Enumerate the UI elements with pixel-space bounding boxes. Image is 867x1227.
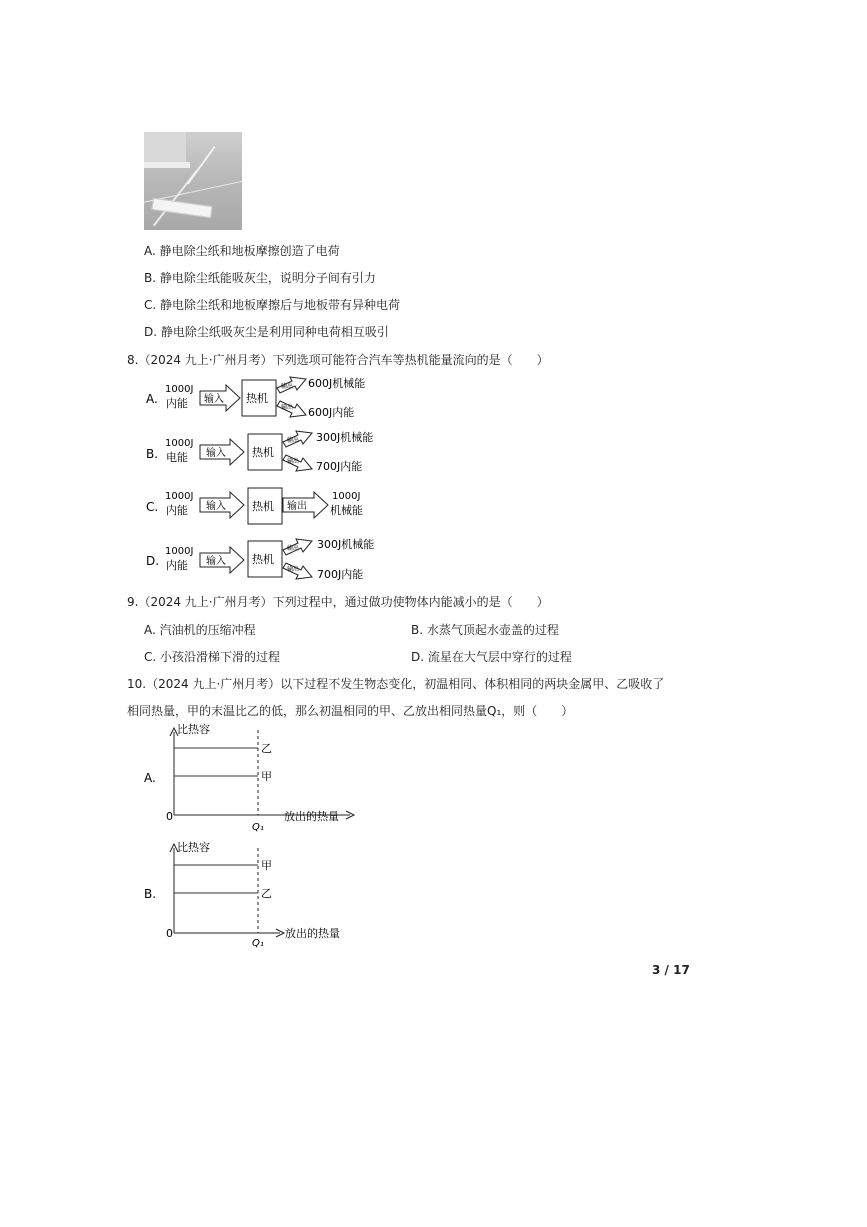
q9-option-a <box>144 621 256 638</box>
q9-option-d-text: 流星在大气层中穿行的过程 <box>427 650 572 664</box>
q8-b-source-type: 电能 <box>166 451 188 464</box>
q7-option-d <box>144 323 389 340</box>
q8-c-input-label: 输入 <box>206 501 226 512</box>
q7-option-c-text: 静电除尘纸和地板摩擦后与地板带有异种电荷 <box>160 298 401 312</box>
q10-chart-a-lower-label: 甲 <box>261 770 272 783</box>
q8-diagram-c <box>146 488 363 524</box>
q7-option-b-text: 静电除尘纸能吸灰尘，说明分子间有引力 <box>159 271 376 285</box>
q7-option-d-letter: D. <box>144 325 158 339</box>
q10-chart-a-origin: 0 <box>166 810 173 823</box>
q8-d-source-type: 内能 <box>166 559 188 572</box>
q8-a-engine-label: 热机 <box>246 392 268 405</box>
q7-option-a <box>144 242 340 259</box>
q10-chart-b-lower-label: 乙 <box>261 887 272 900</box>
q10-chart-a-q1-label: Q₁ <box>252 822 264 833</box>
q8-d-output-tag-2: 输出 <box>287 566 300 573</box>
q9-option-a-letter: A. <box>144 623 156 637</box>
q9-option-d-letter: D. <box>411 650 425 664</box>
q9-option-c-letter: C. <box>144 650 157 664</box>
q8-c-source-amount: 1000J <box>165 491 194 502</box>
cabinet-base-shape <box>144 162 190 168</box>
q8-a-source-type: 内能 <box>166 397 188 410</box>
q7-option-b <box>144 269 376 286</box>
q10-chart-a-upper-label: 乙 <box>261 742 272 755</box>
q8-a-source-amount: 1000J <box>165 384 194 395</box>
q10-chart-a <box>140 720 370 835</box>
q8-c-output-type: 机械能 <box>330 504 363 517</box>
q8-c-engine-label: 热机 <box>252 500 274 513</box>
q7-option-c <box>144 296 400 313</box>
q10-chart-b-letter: B. <box>144 887 157 901</box>
cabinet-shape <box>144 132 186 164</box>
q8-d-source-amount: 1000J <box>165 546 194 557</box>
q7-option-a-letter: A. <box>144 244 156 258</box>
q8-stem: 8.（2024 九上·广州月考）下列选项可能符合汽车等热机能量流向的是（ ） <box>127 353 549 367</box>
q10-chart-b-ylabel: 比热容 <box>177 841 210 854</box>
q8-diagram-d <box>146 537 374 581</box>
q10-chart-a-letter: A. <box>144 771 156 785</box>
q9-option-b-letter: B. <box>411 623 424 637</box>
q9-option-a-text: 汽油机的压缩冲程 <box>159 623 256 637</box>
q8-d-output-1: 300J机械能 <box>317 538 375 551</box>
q8-d-letter: D. <box>146 554 160 568</box>
q8-diagram-b <box>146 430 373 473</box>
q8-b-engine-label: 热机 <box>252 446 274 459</box>
q10-chart-b-upper-label: 甲 <box>261 859 272 872</box>
q8-b-output-2: 700J内能 <box>316 460 363 473</box>
q8-d-output-tag-1: 输出 <box>287 545 300 552</box>
q9-option-c-text: 小孩沿滑梯下滑的过程 <box>160 650 281 664</box>
q8-b-output-1: 300J机械能 <box>316 431 374 444</box>
q7-option-d-text: 静电除尘纸吸灰尘是利用同种电荷相互吸引 <box>160 325 389 339</box>
q7-option-c-letter: C. <box>144 298 157 312</box>
q9-option-d <box>411 648 572 665</box>
q8-d-input-label: 输入 <box>206 556 226 567</box>
q8-c-output-tag: 输出 <box>287 501 307 512</box>
q9-stem: 9.（2024 九上·广州月考）下列过程中，通过做功使物体内能减小的是（ ） <box>127 595 549 609</box>
q10-stem-line2: 相同热量，甲的末温比乙的低，那么初温相同的甲、乙放出相同热量Q₁，则（ ） <box>127 704 574 718</box>
q10-stem-line1: 10.（2024 九上·广州月考）以下过程不发生物态变化，初温相同、体积相同的两块金属甲、乙吸收了 <box>127 677 665 691</box>
q10-chart-b-xlabel: 放出的热量 <box>285 927 340 940</box>
q8-a-output-1: 600J机械能 <box>308 377 366 390</box>
q10-chart-a-ylabel: 比热容 <box>177 723 210 736</box>
q8-a-letter: A. <box>146 392 158 406</box>
mop-handle-upper-shape <box>187 146 216 184</box>
q9-option-b <box>411 621 559 638</box>
q9-option-b-text: 水蒸气顶起水壶盖的过程 <box>426 623 559 637</box>
q9-option-c <box>144 648 280 665</box>
q8-diagram-a <box>146 376 365 419</box>
q8-d-engine-label: 热机 <box>252 553 274 566</box>
q8-a-input-label: 输入 <box>204 394 224 405</box>
page-number: 3 / 17 <box>652 963 690 977</box>
q7-option-a-text: 静电除尘纸和地板摩擦创造了电荷 <box>159 244 340 258</box>
q8-a-output-2: 600J内能 <box>308 406 355 419</box>
q10-chart-b-origin: 0 <box>166 927 173 940</box>
q8-b-input-label: 输入 <box>206 448 226 459</box>
q8-energy-diagrams <box>140 370 420 585</box>
q8-d-output-2: 700J内能 <box>317 568 364 581</box>
q8-c-source-type: 内能 <box>166 504 188 517</box>
q8-b-letter: B. <box>146 447 159 461</box>
q7-option-b-letter: B. <box>144 271 157 285</box>
q8-b-output-tag-2: 输出 <box>287 458 300 465</box>
q8-b-output-tag-1: 输出 <box>287 437 300 444</box>
q10-chart-b <box>140 838 370 953</box>
q8-c-letter: C. <box>146 500 159 514</box>
q10-chart-a-xlabel: 放出的热量 <box>284 810 339 823</box>
q8-b-source-amount: 1000J <box>165 438 194 449</box>
q8-a-output-tag-1: 输出 <box>281 383 294 390</box>
q8-c-output-amount: 1000J <box>332 491 361 502</box>
mop-photo <box>144 132 242 230</box>
q8-a-output-tag-2: 输出 <box>281 404 294 411</box>
q10-chart-b-q1-label: Q₁ <box>252 938 264 949</box>
